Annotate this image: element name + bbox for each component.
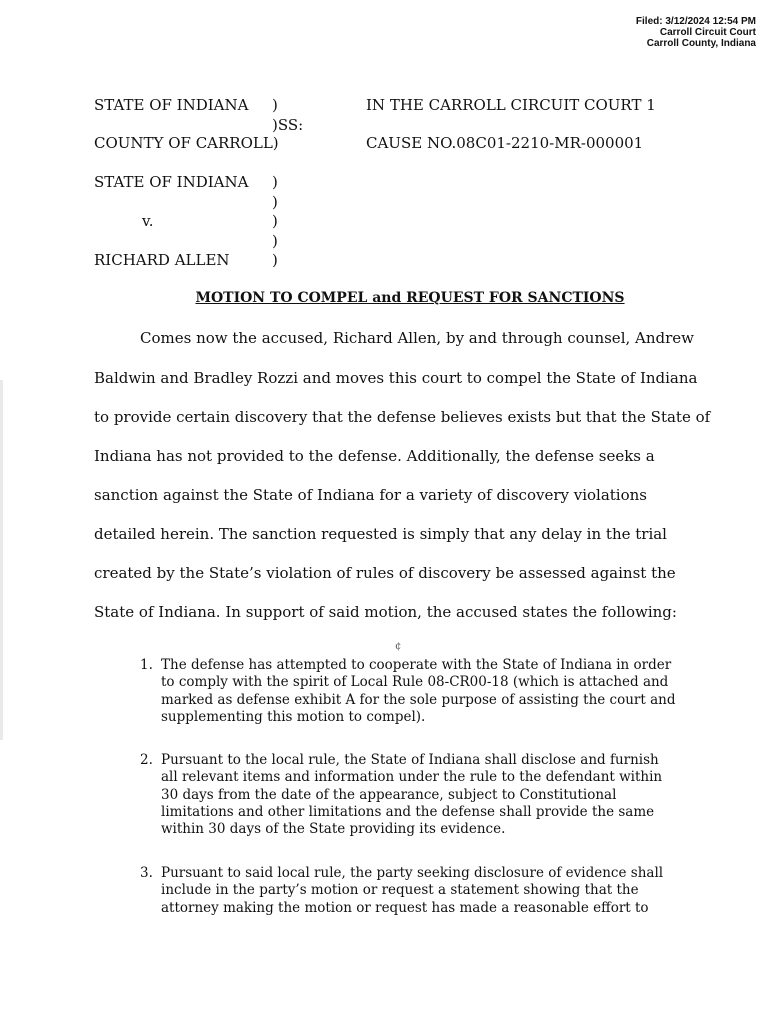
list-item-line: Pursuant to said local rule, the party seeking disclosure of evidence shall (161, 865, 664, 881)
filed-court: Carroll Circuit Court (659, 27, 756, 38)
plaintiff-name: STATE OF INDIANA (94, 173, 249, 191)
caption-paren: ) (272, 212, 278, 230)
body-line: Comes now the accused, Richard Allen, by and through counsel, Andrew (140, 329, 695, 347)
list-item-number: 3. (140, 865, 153, 881)
stray-mark: ¢ (395, 641, 402, 652)
filed-date: Filed: 3/12/2024 12:54 PM (635, 16, 756, 27)
versus-label: v. (142, 212, 154, 230)
list-item-line: limitations and other limitations and the defense shall provide the same (161, 803, 655, 820)
list-item-line: The defense has attempted to cooperate with the State of Indiana in order (161, 657, 672, 673)
caption-paren: ) (272, 251, 278, 269)
scan-edge (0, 380, 3, 740)
body-line: created by the State’s violation of rules of discovery be assessed against the (94, 564, 676, 582)
list-item-line: supplementing this motion to compel). (161, 708, 426, 725)
body-line: detailed herein. The sanction requested is simply that any delay in the trial (94, 525, 667, 543)
caption-paren: ) (272, 96, 278, 114)
list-item-line: Pursuant to the local rule, the State of Indiana shall disclose and furnish (161, 752, 659, 768)
list-item-line: 30 days from the date of the appearance, subject to Constitutional (161, 786, 617, 803)
list-item-line: to comply with the spirit of Local Rule 08-CR00-18 (which is attached and (161, 674, 669, 691)
filed-stamp (636, 16, 756, 49)
body-line: Indiana has not provided to the defense. Additionally, the defense seeks a (94, 447, 655, 465)
body-line: to provide certain discovery that the defense believes exists but that the State of (94, 408, 711, 426)
body-line: State of Indiana. In support of said motion, the accused states the following: (94, 603, 677, 621)
body-line: sanction against the State of Indiana for a variety of discovery violations (94, 486, 647, 504)
caption-state: STATE OF INDIANA (94, 96, 249, 114)
caption-paren: ) (272, 193, 278, 211)
list-item-number: 1. (140, 657, 153, 673)
list-item-line: marked as defense exhibit A for the sole purpose of assisting the court and (161, 691, 676, 708)
body-line: Baldwin and Bradley Rozzi and moves this court to compel the State of Indiana (94, 369, 698, 387)
motion-title: MOTION TO COMPEL and REQUEST FOR SANCTIONS (195, 290, 625, 306)
caption-paren: ) (272, 232, 278, 250)
list-item-line: within 30 days of the State providing its evidence. (161, 821, 506, 838)
defendant-name: RICHARD ALLEN (94, 251, 230, 269)
list-item-number: 2. (140, 752, 153, 768)
list-item-line: all relevant items and information under the rule to the defendant within (161, 769, 663, 786)
filed-county: Carroll County, Indiana (646, 38, 756, 49)
cause-number: CAUSE NO.08C01-2210-MR-000001 (366, 134, 644, 152)
list-item-line: attorney making the motion or request has made a reasonable effort to (161, 899, 649, 916)
caption-county: COUNTY OF CARROLL) (94, 134, 279, 152)
caption-ss: )SS: (272, 116, 304, 134)
court-name: IN THE CARROLL CIRCUIT COURT 1 (366, 96, 656, 114)
caption-paren: ) (272, 173, 278, 191)
list-item-line: include in the party’s motion or request a statement showing that the (161, 882, 639, 899)
